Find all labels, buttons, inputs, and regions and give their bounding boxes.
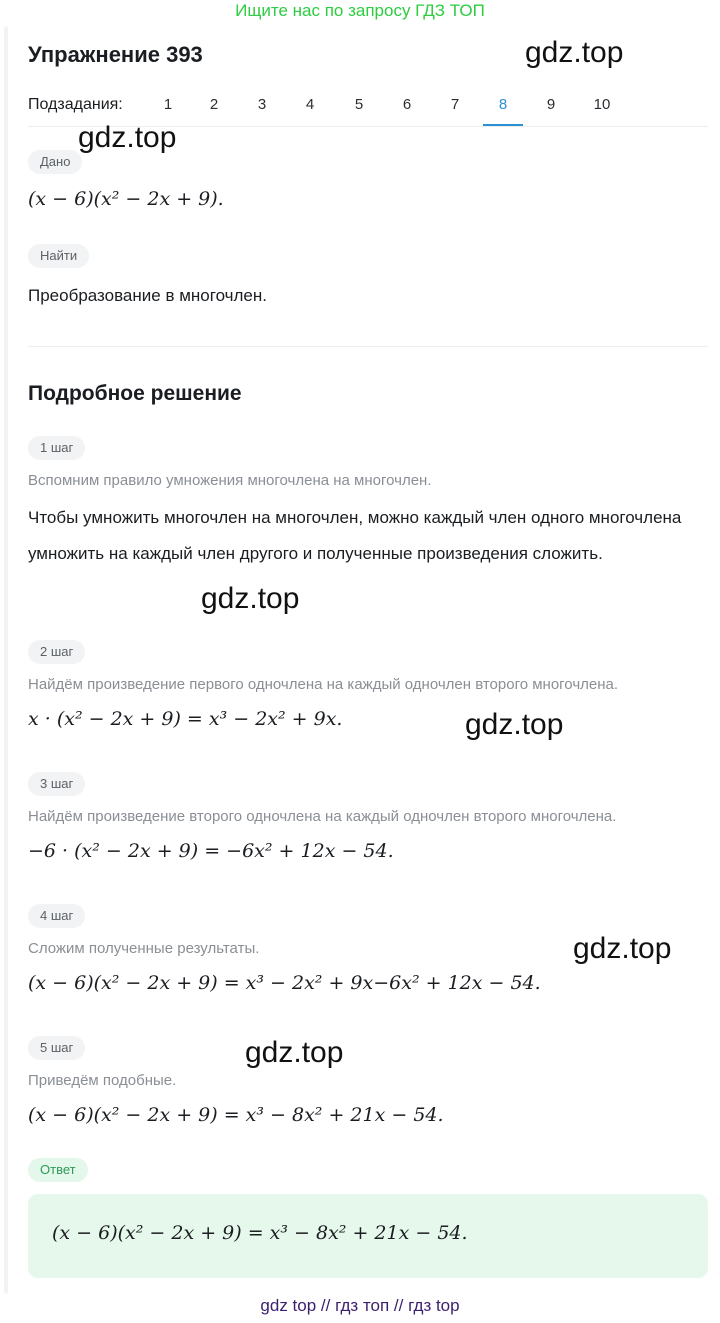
watermark: gdz.top <box>201 582 300 615</box>
step-1-hint: Вспомним правило умножения многочлена на многочлен. <box>28 472 432 489</box>
step-4-formula: (x − 6)(x² − 2x + 9) = x³ − 2x² + 9x−6x² + 12x − 54. <box>28 972 541 994</box>
card-left-border <box>4 26 8 1294</box>
tab-1[interactable]: 1 <box>163 96 173 113</box>
step-2-formula: x · (x² − 2x + 9) = x³ − 2x² + 9x. <box>28 708 343 730</box>
find-text: Преобразование в многочлен. <box>28 286 267 305</box>
watermark: gdz.top <box>78 121 177 154</box>
answer-formula: (x − 6)(x² − 2x + 9) = x³ − 8x² + 21x − 54. <box>52 1222 468 1244</box>
watermark: gdz.top <box>245 1036 344 1069</box>
tab-4[interactable]: 4 <box>305 96 315 113</box>
tab-6[interactable]: 6 <box>402 96 412 113</box>
answer-badge: Ответ <box>28 1158 88 1182</box>
tab-10[interactable]: 10 <box>593 96 611 113</box>
watermark: gdz.top <box>573 932 672 965</box>
step-1-badge: 1 шаг <box>28 436 85 460</box>
step-3-hint: Найдём произведение второго одночлена на каждый одночлен второго многочлена. <box>28 808 617 825</box>
step-5-formula: (x − 6)(x² − 2x + 9) = x³ − 8x² + 21x − 54. <box>28 1104 444 1126</box>
tab-5[interactable]: 5 <box>354 96 364 113</box>
footer-links[interactable]: gdz top // гдз топ // гдз top <box>260 1296 460 1315</box>
step-1-text: Чтобы умножить многочлен на многочлен, можно каждый член одного многочлена умножить на каждый член другого и полученные произведения сложить. <box>28 508 682 563</box>
step-4-hint: Сложим полученные результаты. <box>28 940 260 957</box>
tab-2[interactable]: 2 <box>209 96 219 113</box>
watermark: gdz.top <box>525 36 624 69</box>
find-badge: Найти <box>28 244 89 268</box>
section-divider <box>28 346 708 347</box>
active-tab-underline <box>483 124 523 126</box>
tab-3[interactable]: 3 <box>257 96 267 113</box>
step-3-formula: −6 · (x² − 2x + 9) = −6x² + 12x − 54. <box>28 840 394 862</box>
step-5-badge: 5 шаг <box>28 1036 85 1060</box>
solution-title: Подробное решение <box>28 382 242 405</box>
step-5-hint: Приведём подобные. <box>28 1072 177 1089</box>
subtask-tabs-label: Подзадания: <box>28 96 123 113</box>
top-banner[interactable]: Ищите нас по запросу ГДЗ ТОП <box>235 1 485 20</box>
given-formula: (x − 6)(x² − 2x + 9). <box>28 188 224 210</box>
watermark: gdz.top <box>465 708 564 741</box>
tab-8[interactable]: 8 <box>498 96 508 113</box>
page-title: Упражнение 393 <box>28 42 203 67</box>
step-2-badge: 2 шаг <box>28 640 85 664</box>
tab-9[interactable]: 9 <box>546 96 556 113</box>
tab-7[interactable]: 7 <box>450 96 460 113</box>
step-3-badge: 3 шаг <box>28 772 85 796</box>
exercise-card <box>4 26 720 1294</box>
step-2-hint: Найдём произведение первого одночлена на каждый одночлен второго многочлена. <box>28 676 619 693</box>
given-badge: Дано <box>28 150 82 174</box>
answer-box <box>28 1194 708 1278</box>
step-4-badge: 4 шаг <box>28 904 85 928</box>
